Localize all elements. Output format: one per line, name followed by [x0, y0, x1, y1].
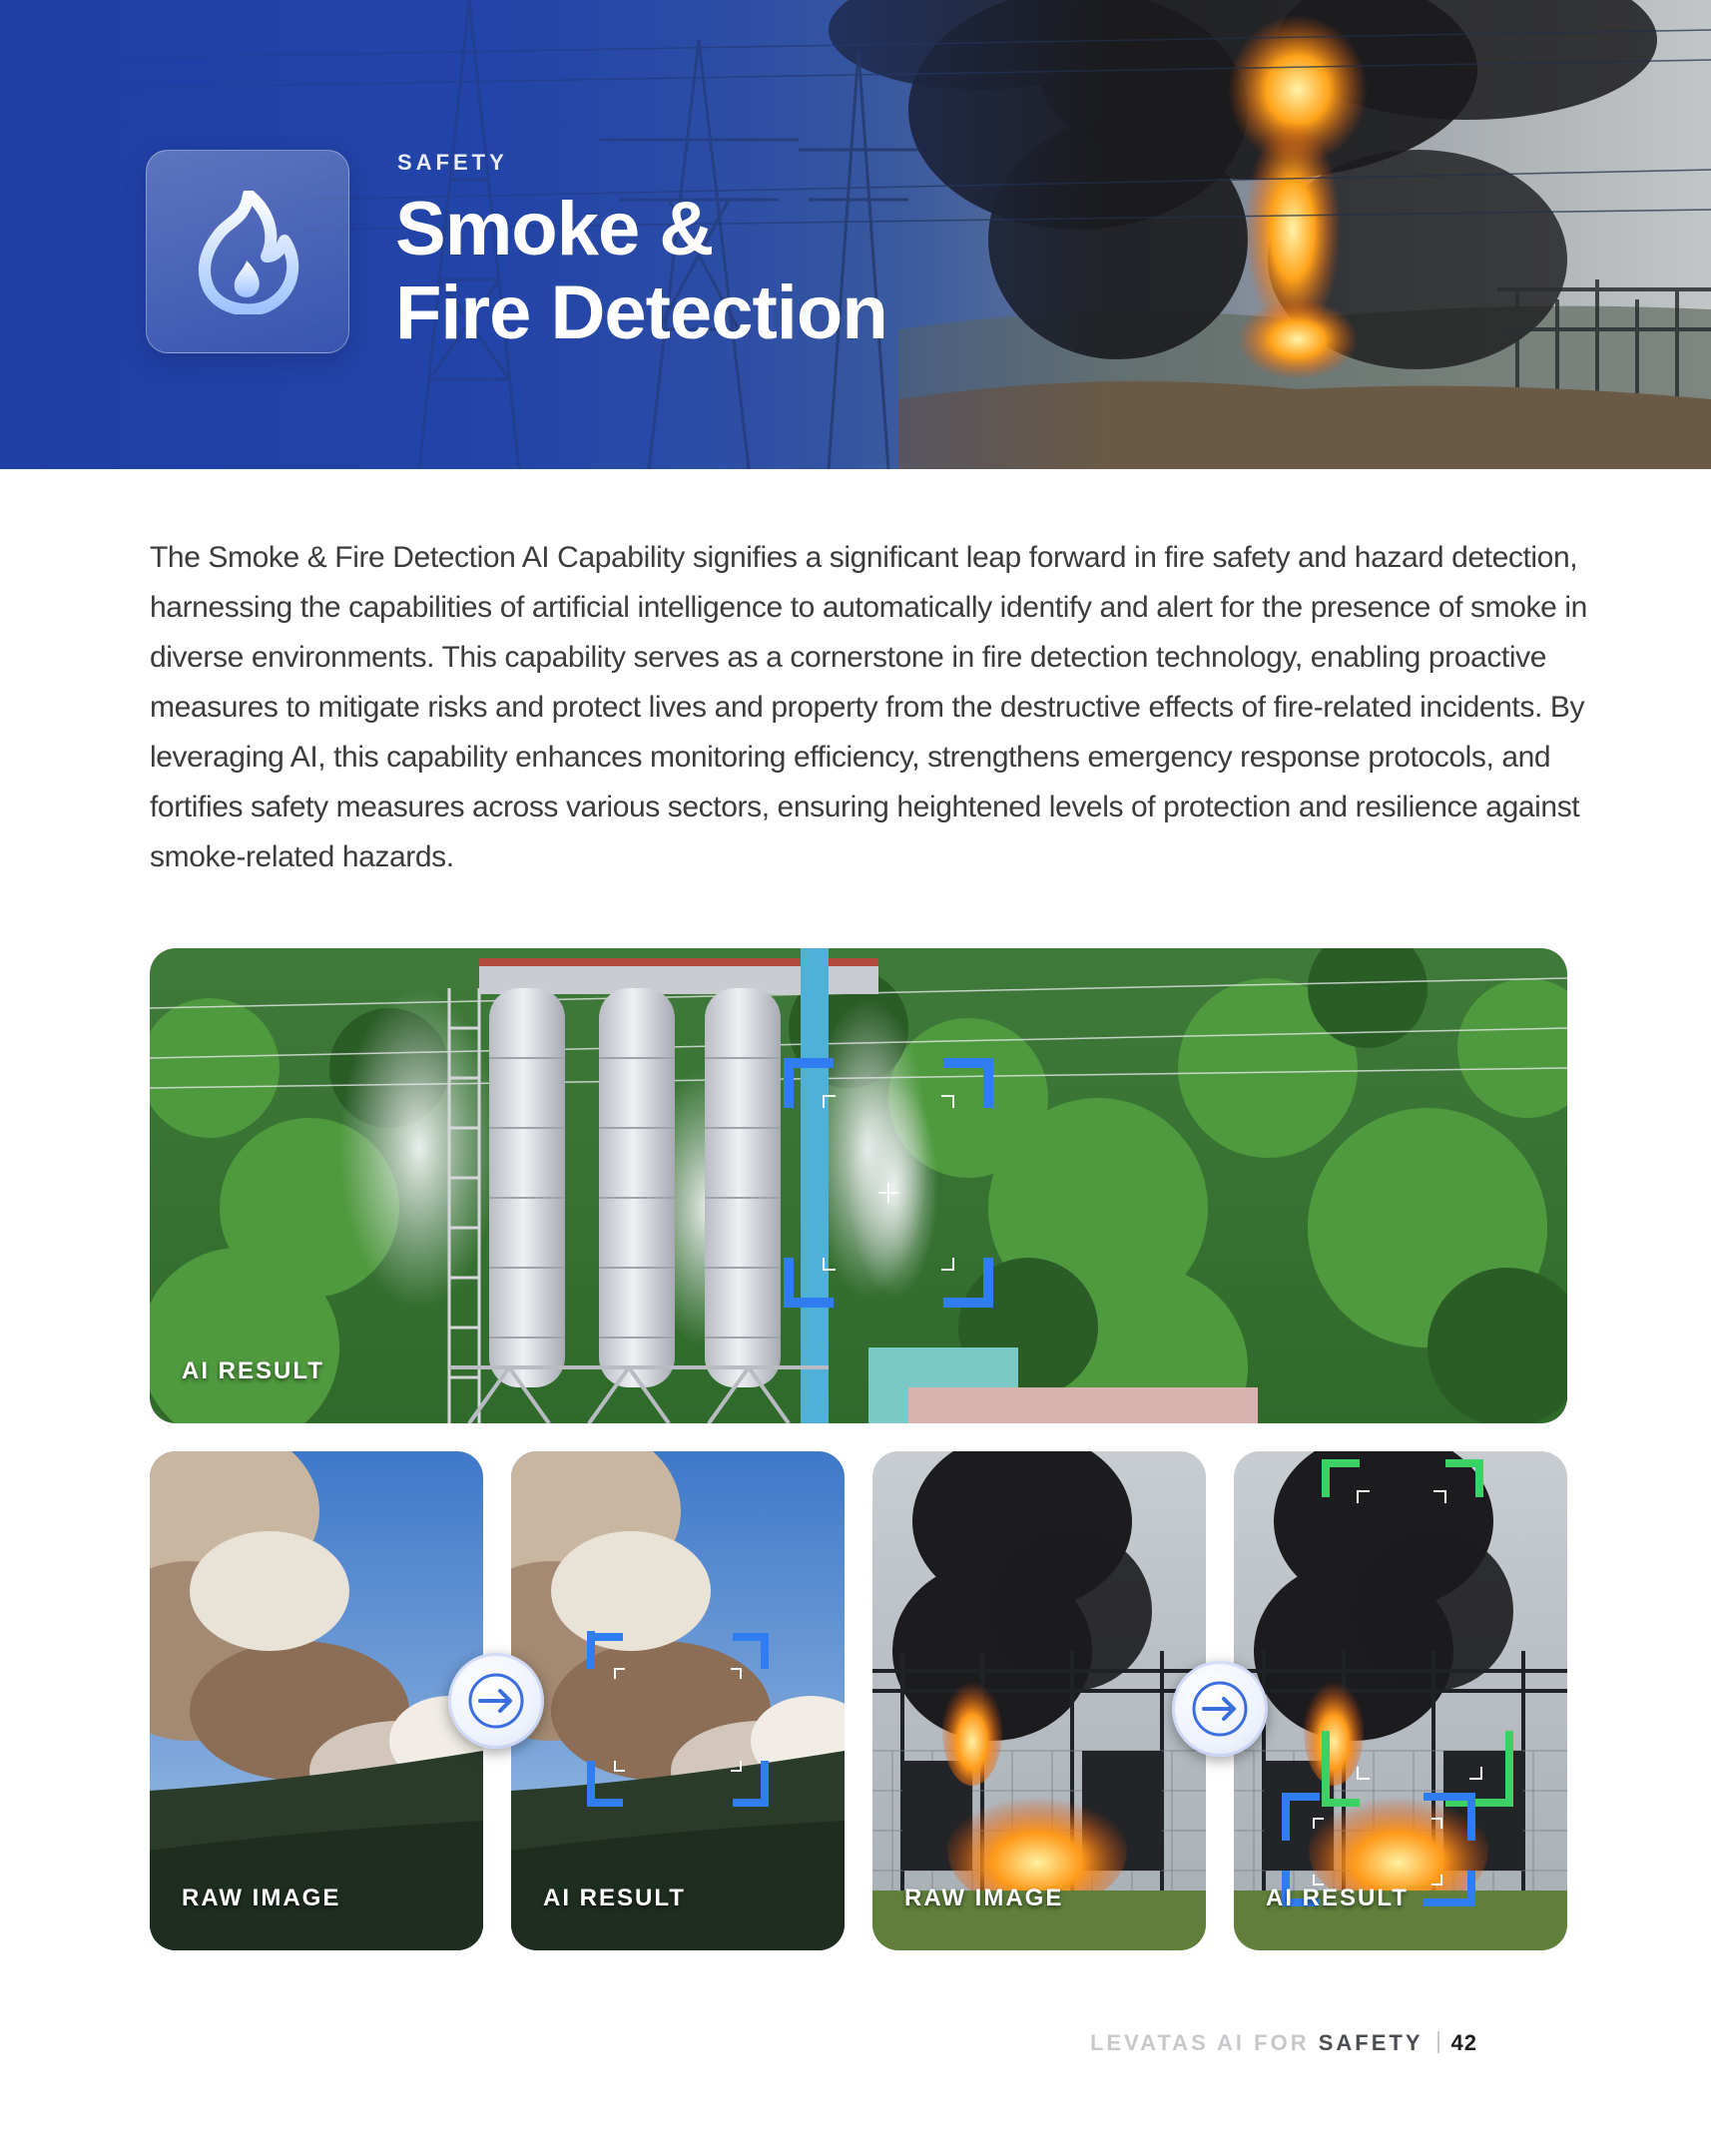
flame-icon-tile: [146, 150, 349, 353]
image-label: RAW IMAGE: [904, 1885, 1064, 1911]
arrow-right-icon: [448, 1653, 544, 1749]
image-label: AI RESULT: [182, 1357, 324, 1384]
industrial-plant-photo: [150, 948, 1567, 1423]
footer-section: SAFETY: [1318, 2030, 1424, 2055]
flame-icon: [189, 191, 306, 314]
wildfire-raw-image: [150, 1451, 483, 1950]
footer-divider: [1437, 2031, 1439, 2053]
substation-fire-raw-image: [872, 1451, 1206, 1950]
substation-fire-photo: [872, 1451, 1206, 1950]
wildfire-photo: [150, 1451, 483, 1950]
page-number: 42: [1450, 2030, 1477, 2055]
page-footer: [1058, 2030, 1477, 2056]
intro-paragraph: The Smoke & Fire Detection AI Capability signifies a significant leap forward in fire safety and hazard detection, harnessing the capabilities of artificial intelligence to automatically identify and alert for the presence of smoke in diverse environments. This capability serves as a cornerstone in fire detection technology, enabling proactive measures to mitigate risks and protect lives and property from the destructive effects of fire-related incidents. By leveraging AI, this capability enhances monitoring efficiency, strengthens emergency response protocols, and fortifies safety measures across various sectors, ensuring heightened levels of protection and resilience against smoke-related hazards.: [150, 541, 1587, 873]
wildfire-photo-detected: [511, 1451, 845, 1950]
wildfire-ai-result-image: [511, 1451, 845, 1950]
arrow-right-icon: [1172, 1661, 1268, 1757]
footer-brand: LEVATAS AI FOR: [1089, 2030, 1310, 2055]
image-label: AI RESULT: [1266, 1885, 1409, 1911]
substation-fire-ai-result-image: [1234, 1451, 1567, 1950]
image-label: RAW IMAGE: [182, 1885, 341, 1911]
hero-banner: [0, 0, 1711, 469]
page-title: Smoke & Fire Detection: [395, 187, 887, 355]
industrial-smoke-ai-result-image: [150, 948, 1567, 1423]
section-eyebrow: SAFETY: [397, 150, 508, 175]
substation-fire-photo-detected: [1234, 1451, 1567, 1950]
image-label: AI RESULT: [543, 1885, 686, 1911]
